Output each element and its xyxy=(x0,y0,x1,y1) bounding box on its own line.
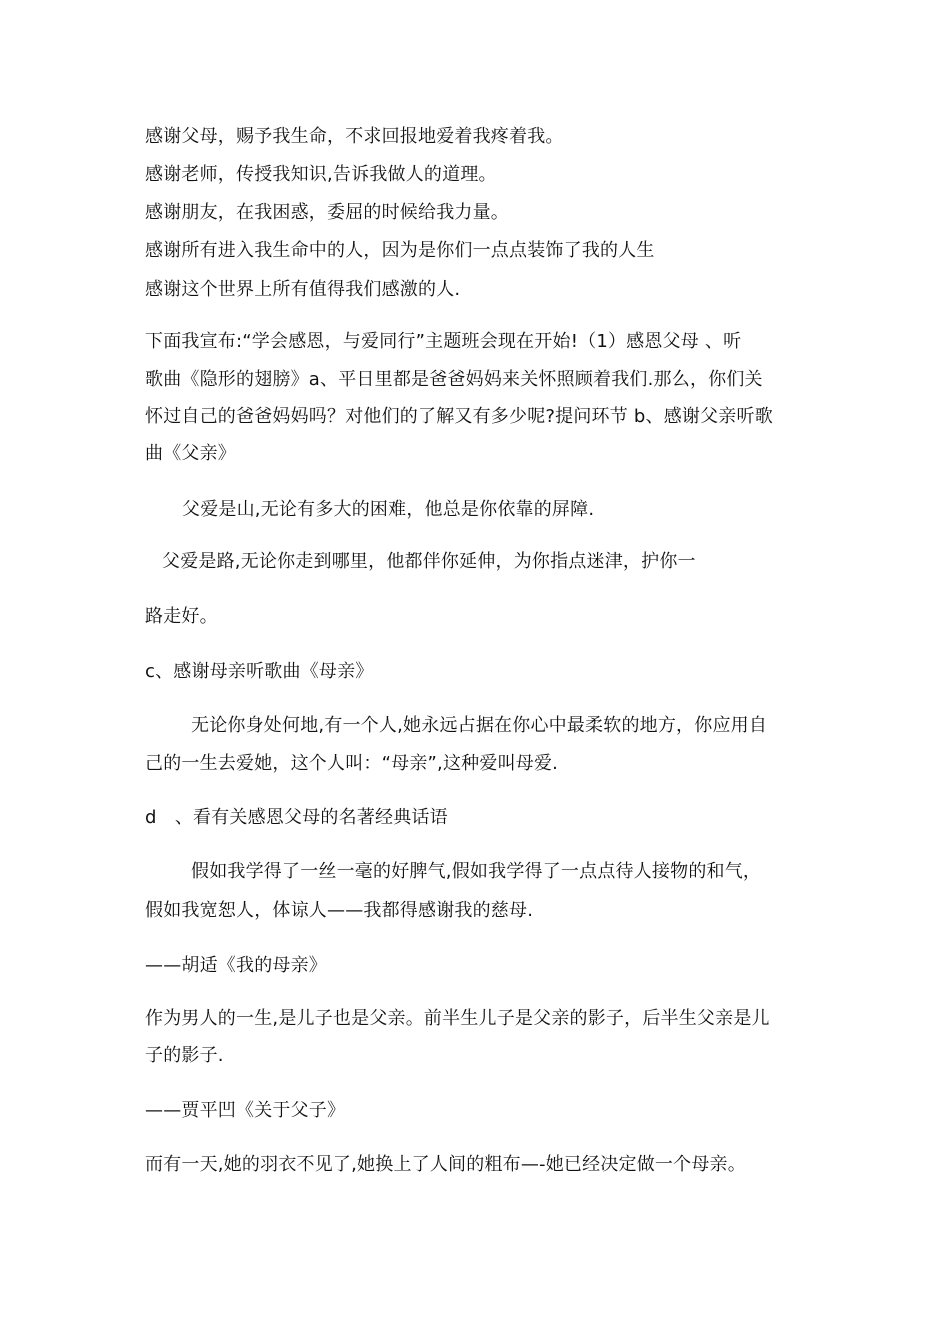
text-line: 下面我宣布:“学会感恩，与爱同行”主题班会现在开始!（1）感恩父母 、听 xyxy=(145,331,742,352)
text-line: c、感谢母亲听歌曲《母亲》 xyxy=(145,661,374,682)
text-line: 己的一生去爱她，这个人叫：“母亲”,这种爱叫母爱. xyxy=(145,753,559,774)
text-line: ——贾平凹《关于父子》 xyxy=(145,1100,346,1121)
text-line: 无论你身处何地,有一个人,她永远占据在你心中最柔软的地方，你应用自 xyxy=(191,715,768,736)
text-line: 假如我学得了一丝一毫的好脾气,假如我学得了一点点待人接物的和气， xyxy=(191,861,762,882)
text-line: 父爱是路,无论你走到哪里，他都伴你延伸，为你指点迷津，护你一 xyxy=(162,551,696,572)
text-line: 感谢朋友，在我困惑，委屈的时候给我力量。 xyxy=(145,202,509,223)
text-line: 作为男人的一生,是儿子也是父亲。前半生儿子是父亲的影子，后半生父亲是儿 xyxy=(145,1008,770,1029)
text-line: 感谢这个世界上所有值得我们感激的人. xyxy=(145,279,461,300)
text-line: 路走好。 xyxy=(145,606,218,627)
text-line: 歌曲《隐形的翅膀》a、平日里都是爸爸妈妈来关怀照顾着我们.那么，你们关 xyxy=(145,369,763,390)
text-line: 感谢老师，传授我知识,告诉我做人的道理。 xyxy=(145,164,497,185)
text-line: 父爱是山,无论有多大的困难，他总是你依靠的屏障. xyxy=(182,499,595,520)
text-line: d 、看有关感恩父母的名著经典话语 xyxy=(145,807,448,828)
text-line: 而有一天,她的羽衣不见了,她换上了人间的粗布—-她已经决定做一个母亲。 xyxy=(145,1154,746,1175)
text-line: 假如我宽恕人，体谅人——我都得感谢我的慈母. xyxy=(145,900,534,921)
text-line: ——胡适《我的母亲》 xyxy=(145,955,327,976)
text-line: 曲《父亲》 xyxy=(145,443,236,464)
text-line: 感谢所有进入我生命中的人，因为是你们一点点装饰了我的人生 xyxy=(145,240,655,261)
text-line: 感谢父母，赐予我生命，不求回报地爱着我疼着我。 xyxy=(145,126,564,147)
text-line: 子的影子. xyxy=(145,1045,224,1066)
text-line: 怀过自己的爸爸妈妈吗？对他们的了解又有多少呢?提问环节 b、感谢父亲听歌 xyxy=(145,406,773,427)
